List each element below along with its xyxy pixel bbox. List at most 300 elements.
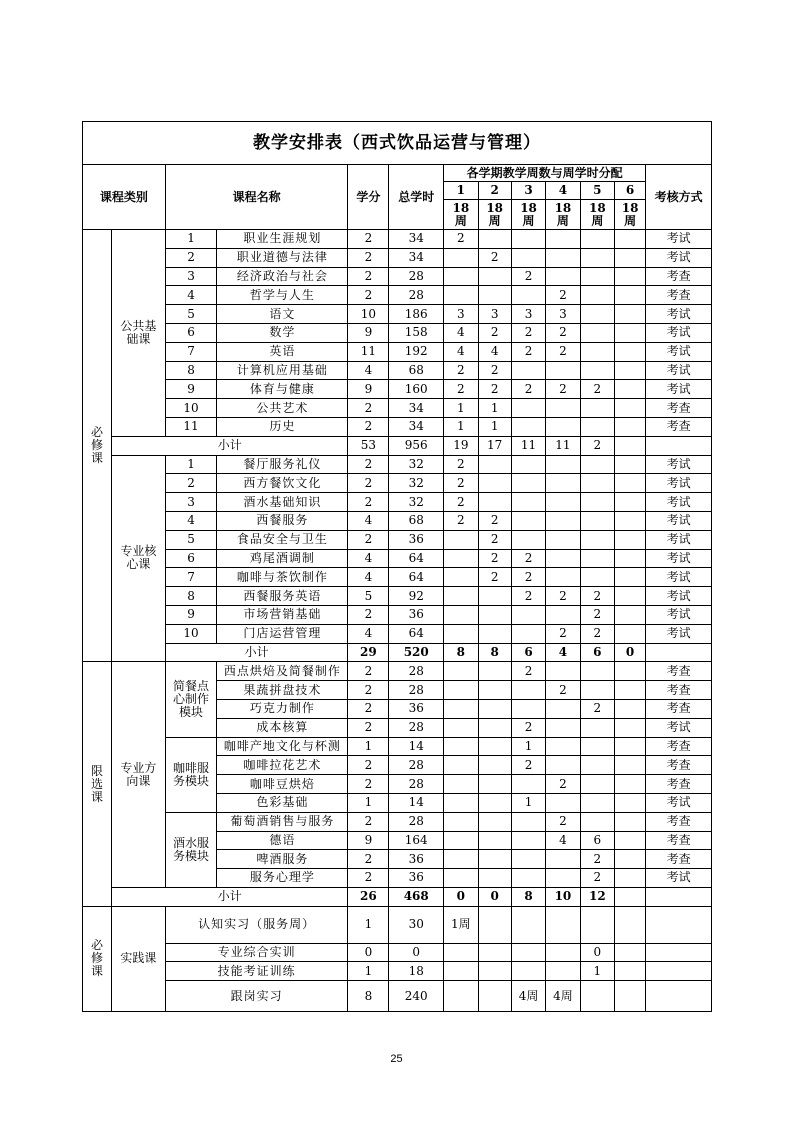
row-number: 6 — [165, 323, 217, 342]
course-name: 色彩基础 — [217, 793, 348, 812]
subtotal-hours: 468 — [389, 887, 444, 906]
semester-2-cell — [478, 474, 511, 493]
semester-5-cell — [580, 812, 614, 831]
semester-6-cell — [615, 417, 646, 436]
semester-5-cell: 2 — [580, 587, 614, 606]
semester-4-cell — [546, 756, 580, 775]
credit-cell: 2 — [348, 417, 389, 436]
semester-4-cell: 4周 — [546, 981, 580, 1012]
module-label: 酒水服务模块 — [165, 812, 217, 887]
row-number: 10 — [165, 399, 217, 418]
semester-6-cell — [615, 530, 646, 549]
semester-1-cell: 2 — [444, 361, 478, 380]
credit-cell: 4 — [348, 549, 389, 568]
subtotal-row — [83, 436, 712, 455]
semester-6-cell — [615, 342, 646, 361]
category-elective: 限选课 — [83, 662, 112, 906]
table-row — [83, 399, 712, 418]
semester-3-cell: 11 — [511, 436, 545, 455]
credit-cell: 2 — [348, 850, 389, 869]
hours-cell: 28 — [389, 286, 444, 305]
hours-cell: 34 — [389, 230, 444, 249]
semester-2-cell: 2 — [478, 511, 511, 530]
header-category: 课程类别 — [83, 165, 166, 230]
semester-1-cell — [444, 718, 478, 737]
hours-cell: 32 — [389, 474, 444, 493]
semester-6-cell — [615, 906, 646, 943]
semester-3-cell — [511, 474, 545, 493]
assessment-cell: 考查 — [646, 417, 712, 436]
subcategory-public-basic: 公共基础课 — [112, 230, 166, 437]
semester-6-cell — [615, 361, 646, 380]
semester-2-cell — [478, 812, 511, 831]
credit-cell: 2 — [348, 718, 389, 737]
assessment-cell: 考查 — [646, 775, 712, 794]
semester-5-cell: 12 — [580, 887, 614, 906]
semester-2-cell — [478, 869, 511, 888]
credit-cell: 2 — [348, 605, 389, 624]
semester-1-cell — [444, 737, 478, 756]
table-row — [83, 286, 712, 305]
semester-4-cell — [546, 530, 580, 549]
row-number: 2 — [165, 474, 217, 493]
assessment-cell: 考试 — [646, 511, 712, 530]
semester-4-cell: 2 — [546, 681, 580, 700]
header-weeks-3: 18周 — [511, 200, 545, 230]
semester-2-cell — [478, 831, 511, 850]
row-number: 7 — [165, 568, 217, 587]
semester-3-cell — [511, 943, 545, 962]
semester-2-cell: 1 — [478, 417, 511, 436]
hours-cell: 192 — [389, 342, 444, 361]
semester-3-cell: 2 — [511, 323, 545, 342]
semester-5-cell — [580, 493, 614, 512]
assessment-cell: 考试 — [646, 568, 712, 587]
semester-3-cell — [511, 286, 545, 305]
semester-5-cell — [580, 361, 614, 380]
subtotal-assessment — [646, 887, 712, 906]
assessment-cell: 考试 — [646, 587, 712, 606]
semester-1-cell — [444, 962, 478, 981]
course-name: 西餐服务 — [217, 511, 348, 530]
course-name: 咖啡与茶饮制作 — [217, 568, 348, 587]
semester-2-cell — [478, 906, 511, 943]
assessment-cell: 考查 — [646, 756, 712, 775]
credit-cell: 2 — [348, 699, 389, 718]
semester-2-cell — [478, 718, 511, 737]
page-number: 25 — [390, 1053, 403, 1065]
semester-2-cell — [478, 793, 511, 812]
semester-3-cell — [511, 455, 545, 474]
semester-6-cell — [615, 775, 646, 794]
row-number: 4 — [165, 511, 217, 530]
row-number: 2 — [165, 248, 217, 267]
semester-5-cell: 2 — [580, 699, 614, 718]
semester-6-cell — [615, 699, 646, 718]
subtotal-row — [83, 887, 712, 906]
hours-cell: 36 — [389, 605, 444, 624]
hours-cell: 68 — [389, 511, 444, 530]
assessment-cell: 考查 — [646, 831, 712, 850]
semester-5-cell — [580, 323, 614, 342]
semester-4-cell — [546, 267, 580, 286]
assessment-cell: 考试 — [646, 530, 712, 549]
row-number: 11 — [165, 417, 217, 436]
credit-cell: 9 — [348, 380, 389, 399]
semester-5-cell — [580, 737, 614, 756]
semester-4-cell — [546, 474, 580, 493]
header-semester-1: 1 — [444, 182, 478, 200]
assessment-cell: 考试 — [646, 605, 712, 624]
header-semester-4: 4 — [546, 182, 580, 200]
hours-cell: 14 — [389, 737, 444, 756]
hours-cell: 28 — [389, 662, 444, 681]
table-row — [83, 605, 712, 624]
semester-3-cell — [511, 699, 545, 718]
assessment-cell: 考试 — [646, 474, 712, 493]
semester-4-cell: 2 — [546, 323, 580, 342]
hours-cell: 28 — [389, 267, 444, 286]
semester-4-cell — [546, 248, 580, 267]
credit-cell: 2 — [348, 530, 389, 549]
semester-6-cell — [615, 455, 646, 474]
semester-1-cell — [444, 286, 478, 305]
course-name: 西餐服务英语 — [217, 587, 348, 606]
semester-2-cell — [478, 981, 511, 1012]
semester-2-cell — [478, 605, 511, 624]
semester-3-cell — [511, 681, 545, 700]
semester-2-cell: 2 — [478, 568, 511, 587]
semester-2-cell — [478, 493, 511, 512]
credit-cell: 4 — [348, 624, 389, 643]
semester-3-cell — [511, 248, 545, 267]
semester-2-cell — [478, 662, 511, 681]
assessment-cell: 考试 — [646, 493, 712, 512]
hours-cell: 14 — [389, 793, 444, 812]
header-weeks-6: 18周 — [615, 200, 646, 230]
hours-cell: 0 — [389, 943, 444, 962]
row-number: 1 — [165, 455, 217, 474]
credit-cell: 2 — [348, 267, 389, 286]
semester-5-cell — [580, 399, 614, 418]
subcategory-direction: 专业方向课 — [112, 662, 166, 888]
category-required: 必修课 — [83, 230, 112, 662]
semester-2-cell: 2 — [478, 323, 511, 342]
table-row — [83, 624, 712, 643]
header-assessment: 考核方式 — [646, 165, 712, 230]
table-row — [83, 380, 712, 399]
hours-cell: 34 — [389, 417, 444, 436]
credit-cell: 4 — [348, 361, 389, 380]
semester-2-cell — [478, 699, 511, 718]
semester-5-cell: 2 — [580, 380, 614, 399]
header-semester-3: 3 — [511, 182, 545, 200]
semester-6-cell — [615, 662, 646, 681]
assessment-cell: 考查 — [646, 399, 712, 418]
semester-3-cell — [511, 869, 545, 888]
row-number: 1 — [165, 230, 217, 249]
course-name: 酒水基础知识 — [217, 493, 348, 512]
semester-6-cell — [615, 943, 646, 962]
semester-6-cell — [615, 380, 646, 399]
semester-5-cell — [580, 756, 614, 775]
course-name: 成本核算 — [217, 718, 348, 737]
assessment-cell: 考查 — [646, 267, 712, 286]
semester-2-cell — [478, 962, 511, 981]
semester-4-cell — [546, 793, 580, 812]
semester-1-cell — [444, 248, 478, 267]
subtotal-row — [83, 643, 712, 662]
table-row — [83, 230, 712, 249]
semester-6-cell — [615, 267, 646, 286]
semester-1-cell — [444, 699, 478, 718]
semester-4-cell — [546, 906, 580, 943]
hours-cell: 28 — [389, 718, 444, 737]
semester-6-cell — [615, 812, 646, 831]
semester-6-cell — [615, 549, 646, 568]
table-title: 教学安排表（西式饮品运营与管理） — [83, 122, 712, 165]
hours-cell: 36 — [389, 850, 444, 869]
credit-cell: 4 — [348, 568, 389, 587]
credit-cell: 2 — [348, 455, 389, 474]
hours-cell: 34 — [389, 248, 444, 267]
header-semester-5: 5 — [580, 182, 614, 200]
table-row — [83, 662, 712, 681]
assessment-cell: 考试 — [646, 380, 712, 399]
header-weeks-2: 18周 — [478, 200, 511, 230]
table-row — [83, 943, 712, 962]
credit-cell: 2 — [348, 681, 389, 700]
semester-2-cell: 2 — [478, 549, 511, 568]
semester-1-cell: 1周 — [444, 906, 478, 943]
credit-cell: 9 — [348, 831, 389, 850]
table-row — [83, 493, 712, 512]
assessment-cell: 考试 — [646, 455, 712, 474]
semester-4-cell — [546, 869, 580, 888]
semester-1-cell — [444, 943, 478, 962]
credit-cell: 1 — [348, 906, 389, 943]
table-row — [83, 323, 712, 342]
table-row — [83, 417, 712, 436]
course-name: 门店运营管理 — [217, 624, 348, 643]
hours-cell: 34 — [389, 399, 444, 418]
semester-6-cell — [615, 323, 646, 342]
assessment-cell: 考查 — [646, 662, 712, 681]
teaching-schedule-table — [82, 121, 712, 1012]
semester-5-cell: 2 — [580, 624, 614, 643]
course-name: 市场营销基础 — [217, 605, 348, 624]
semester-4-cell: 2 — [546, 624, 580, 643]
semester-1-cell: 2 — [444, 230, 478, 249]
semester-5-cell: 2 — [580, 436, 614, 455]
hours-cell: 158 — [389, 323, 444, 342]
semester-6-cell — [615, 831, 646, 850]
row-number: 6 — [165, 549, 217, 568]
semester-5-cell — [580, 305, 614, 324]
semester-3-cell — [511, 230, 545, 249]
semester-2-cell — [478, 850, 511, 869]
semester-2-cell: 8 — [478, 643, 511, 662]
semester-1-cell: 4 — [444, 342, 478, 361]
semester-1-cell — [444, 756, 478, 775]
semester-6-cell — [615, 568, 646, 587]
semester-4-cell — [546, 568, 580, 587]
course-name: 计算机应用基础 — [217, 361, 348, 380]
semester-6-cell — [615, 887, 646, 906]
credit-cell: 9 — [348, 323, 389, 342]
semester-1-cell — [444, 549, 478, 568]
semester-2-cell — [478, 775, 511, 794]
semester-3-cell: 8 — [511, 887, 545, 906]
subcategory-professional-core: 专业核心课 — [112, 455, 166, 662]
subtotal-hours: 520 — [389, 643, 444, 662]
hours-cell: 28 — [389, 681, 444, 700]
assessment-cell — [646, 906, 712, 943]
semester-4-cell — [546, 455, 580, 474]
semester-4-cell: 10 — [546, 887, 580, 906]
semester-3-cell — [511, 493, 545, 512]
credit-cell: 4 — [348, 511, 389, 530]
semester-5-cell — [580, 681, 614, 700]
semester-4-cell — [546, 230, 580, 249]
subtotal-credit: 29 — [348, 643, 389, 662]
header-weeks-1: 18周 — [444, 200, 478, 230]
assessment-cell: 考试 — [646, 305, 712, 324]
semester-4-cell: 2 — [546, 775, 580, 794]
semester-5-cell: 2 — [580, 850, 614, 869]
row-number: 9 — [165, 380, 217, 399]
semester-2-cell: 4 — [478, 342, 511, 361]
semester-6-cell — [615, 624, 646, 643]
semester-5-cell — [580, 474, 614, 493]
hours-cell: 28 — [389, 812, 444, 831]
semester-4-cell — [546, 361, 580, 380]
course-name: 职业道德与法律 — [217, 248, 348, 267]
credit-cell: 2 — [348, 248, 389, 267]
row-number: 10 — [165, 624, 217, 643]
table-row — [83, 305, 712, 324]
course-name: 技能考证训练 — [165, 962, 348, 981]
semester-3-cell — [511, 417, 545, 436]
hours-cell: 32 — [389, 455, 444, 474]
course-name: 西点烘焙及简餐制作 — [217, 662, 348, 681]
semester-5-cell: 0 — [580, 943, 614, 962]
semester-2-cell: 1 — [478, 399, 511, 418]
course-name: 西方餐饮文化 — [217, 474, 348, 493]
subtotal-credit: 53 — [348, 436, 389, 455]
hours-cell: 64 — [389, 549, 444, 568]
semester-4-cell — [546, 737, 580, 756]
semester-4-cell: 2 — [546, 380, 580, 399]
semester-6-cell: 0 — [615, 643, 646, 662]
row-number: 7 — [165, 342, 217, 361]
header-total-hours: 总学时 — [389, 165, 444, 230]
semester-5-cell — [580, 662, 614, 681]
course-name: 英语 — [217, 342, 348, 361]
semester-6-cell — [615, 756, 646, 775]
semester-4-cell — [546, 718, 580, 737]
semester-6-cell — [615, 793, 646, 812]
semester-2-cell — [478, 943, 511, 962]
course-name: 服务心理学 — [217, 869, 348, 888]
credit-cell: 5 — [348, 587, 389, 606]
semester-2-cell — [478, 681, 511, 700]
semester-3-cell — [511, 906, 545, 943]
assessment-cell: 考查 — [646, 699, 712, 718]
semester-5-cell: 6 — [580, 831, 614, 850]
table-row — [83, 455, 712, 474]
row-number: 4 — [165, 286, 217, 305]
assessment-cell: 考试 — [646, 869, 712, 888]
semester-5-cell — [580, 342, 614, 361]
semester-4-cell: 2 — [546, 587, 580, 606]
semester-3-cell — [511, 850, 545, 869]
credit-cell: 2 — [348, 756, 389, 775]
course-name: 咖啡豆烘焙 — [217, 775, 348, 794]
semester-3-cell — [511, 775, 545, 794]
credit-cell: 2 — [348, 662, 389, 681]
semester-3-cell — [511, 831, 545, 850]
semester-1-cell — [444, 662, 478, 681]
hours-cell: 164 — [389, 831, 444, 850]
semester-6-cell — [615, 869, 646, 888]
header-weeks-5: 18周 — [580, 200, 614, 230]
semester-3-cell — [511, 812, 545, 831]
hours-cell: 30 — [389, 906, 444, 943]
course-name: 食品安全与卫生 — [217, 530, 348, 549]
semester-6-cell — [615, 605, 646, 624]
assessment-cell: 考查 — [646, 681, 712, 700]
semester-2-cell — [478, 624, 511, 643]
hours-cell: 240 — [389, 981, 444, 1012]
course-name: 数学 — [217, 323, 348, 342]
assessment-cell — [646, 962, 712, 981]
assessment-cell: 考查 — [646, 737, 712, 756]
header-credits: 学分 — [348, 165, 389, 230]
credit-cell: 2 — [348, 493, 389, 512]
semester-1-cell — [444, 981, 478, 1012]
assessment-cell: 考试 — [646, 230, 712, 249]
course-name: 语文 — [217, 305, 348, 324]
table-row — [83, 474, 712, 493]
semester-1-cell — [444, 831, 478, 850]
course-name: 咖啡产地文化与杯测 — [217, 737, 348, 756]
semester-5-cell — [580, 906, 614, 943]
course-name: 历史 — [217, 417, 348, 436]
semester-1-cell: 0 — [444, 887, 478, 906]
semester-6-cell — [615, 981, 646, 1012]
subtotal-label: 小计 — [165, 643, 348, 662]
table-row — [83, 812, 712, 831]
subcategory-practice: 实践课 — [112, 906, 166, 1012]
semester-3-cell: 2 — [511, 662, 545, 681]
semester-1-cell — [444, 587, 478, 606]
semester-1-cell — [444, 812, 478, 831]
semester-1-cell — [444, 775, 478, 794]
assessment-cell: 考试 — [646, 624, 712, 643]
row-number: 9 — [165, 605, 217, 624]
semester-2-cell: 2 — [478, 361, 511, 380]
header-weeks-4: 18周 — [546, 200, 580, 230]
semester-1-cell: 2 — [444, 474, 478, 493]
semester-3-cell — [511, 399, 545, 418]
semester-2-cell — [478, 286, 511, 305]
course-name: 经济政治与社会 — [217, 267, 348, 286]
hours-cell: 92 — [389, 587, 444, 606]
semester-3-cell: 2 — [511, 587, 545, 606]
semester-5-cell — [580, 775, 614, 794]
semester-6-cell — [615, 436, 646, 455]
